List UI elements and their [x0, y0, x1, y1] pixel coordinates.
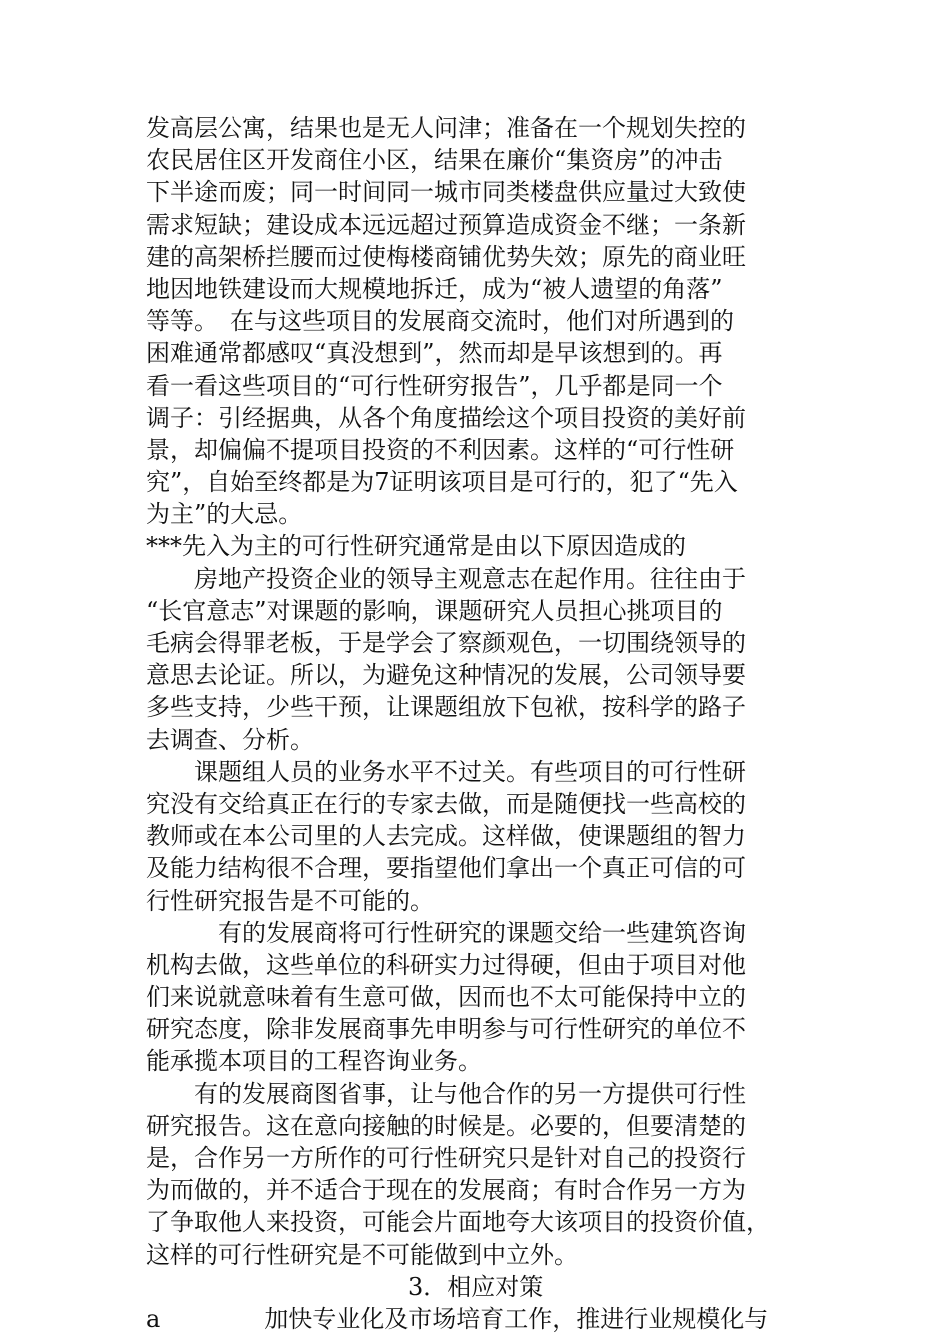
text-line: 机构去做，这些单位的科研实力过得硬，但由于项目对他 [146, 950, 746, 979]
text-line: 能承揽本项目的工程咨询业务。 [146, 1047, 482, 1076]
text-line: 及能力结构很不合理，要指望他们拿出一个真正可信的可 [146, 854, 746, 883]
text-line: 毛病会得罪老板，于是学会了察颜观色，一切围绕领导的 [146, 629, 746, 657]
text-line: 研究态度，除非发展商事先申明参与可行性研究的单位不 [146, 1015, 746, 1044]
text-line: 课题组人员的业务水平不过关。有些项目的可行性研 [194, 757, 746, 786]
text-line: 行性研究报告是不可能的。 [146, 886, 434, 915]
text-line: 这样的可行性研究是不可能做到中立外。 [146, 1240, 578, 1269]
text-line: 去调查、分析。 [146, 725, 314, 754]
document-body [146, 112, 806, 1335]
text-line: 地因地铁建设而大规模地拆迁，成为“被人遗望的角落” [146, 274, 723, 303]
section-heading: ***先入为主的可行性研究通常是由以下原因造成的 [146, 532, 686, 561]
list-marker: a [146, 1304, 161, 1333]
text-line: 多些支持，少些干预，让课题组放下包袱，按科学的路子 [146, 693, 746, 722]
text-line: 看一看这些项目的“可行性研穷报告”，几乎都是同一个 [146, 371, 723, 400]
text-line: 了争取他人来投资，可能会片面地夸大该项目的投资价值， [146, 1208, 770, 1237]
text-line: 是，合作另一方所作的可行性研究只是针对自己的投资行 [146, 1144, 746, 1172]
list-item [146, 1303, 806, 1335]
text-line: 下半途而废；同一时间同一城市同类楼盘供应量过大致使 [146, 178, 746, 207]
text-line: 意思去论证。所以，为避免这种情况的发展，公司领导要 [146, 661, 746, 690]
text-line: 究没有交给真正在行的专家去做，而是随便找一些高校的 [146, 789, 746, 818]
text-line: 调子：引经据典，从各个角度描绘这个项目投资的美好前 [146, 403, 746, 432]
text-line: 房地产投资企业的领导主观意志在起作用。往往由于 [194, 564, 746, 593]
list-item-text: 加快专业化及市场培育工作，推进行业规模化与 [264, 1304, 769, 1333]
text-line: 们来说就意味着有生意可做，因而也不太可能保持中立的 [146, 983, 746, 1012]
text-line: 发高层公寓，结果也是无人问津；准备在一个规划失控的 [146, 114, 746, 142]
text-line: 教师或在本公司里的人去完成。这样做，使课题组的智力 [146, 822, 746, 851]
text-line: 农民居住区开发商住小区，结果在廉价“集资房”的冲击 [146, 146, 723, 175]
text-line: 有的发展商将可行性研究的课题交给一些建筑咨询 [218, 918, 746, 947]
section-title: 3．相应对策 [408, 1272, 544, 1301]
text-line: “长官意志”对课题的影响，课题研究人员担心挑项目的 [146, 596, 723, 625]
text-line: 需求短缺；建设成本远远超过预算造成资金不继；一条新 [146, 210, 746, 239]
text-line: 建的高架桥拦腰而过使梅楼商铺优势失效；原先的商业旺 [146, 242, 746, 271]
text-line: 困难通常都感叹“真没想到”，然而却是早该想到的。再 [146, 339, 723, 368]
text-line: 有的发展商图省事，让与他合作的另一方提供可行性 [194, 1079, 746, 1108]
text-line: 为主”的大忌。 [146, 500, 303, 529]
text-line: 为而做的，并不适合于现在的发展商；有时合作另一方为 [146, 1176, 746, 1205]
text-line: 究”，自始至终都是为7证明该项目是可行的，犯了“先入 [146, 468, 738, 497]
text-line: 研究报告。这在意向接触的时候是。必要的，但要清楚的 [146, 1111, 746, 1140]
text-line: 景，却偏偏不提项目投资的不利因素。这样的“可行性研 [146, 435, 735, 464]
text-line: 等等。 在与这些项目的发展商交流时，他们对所遇到的 [146, 307, 734, 336]
